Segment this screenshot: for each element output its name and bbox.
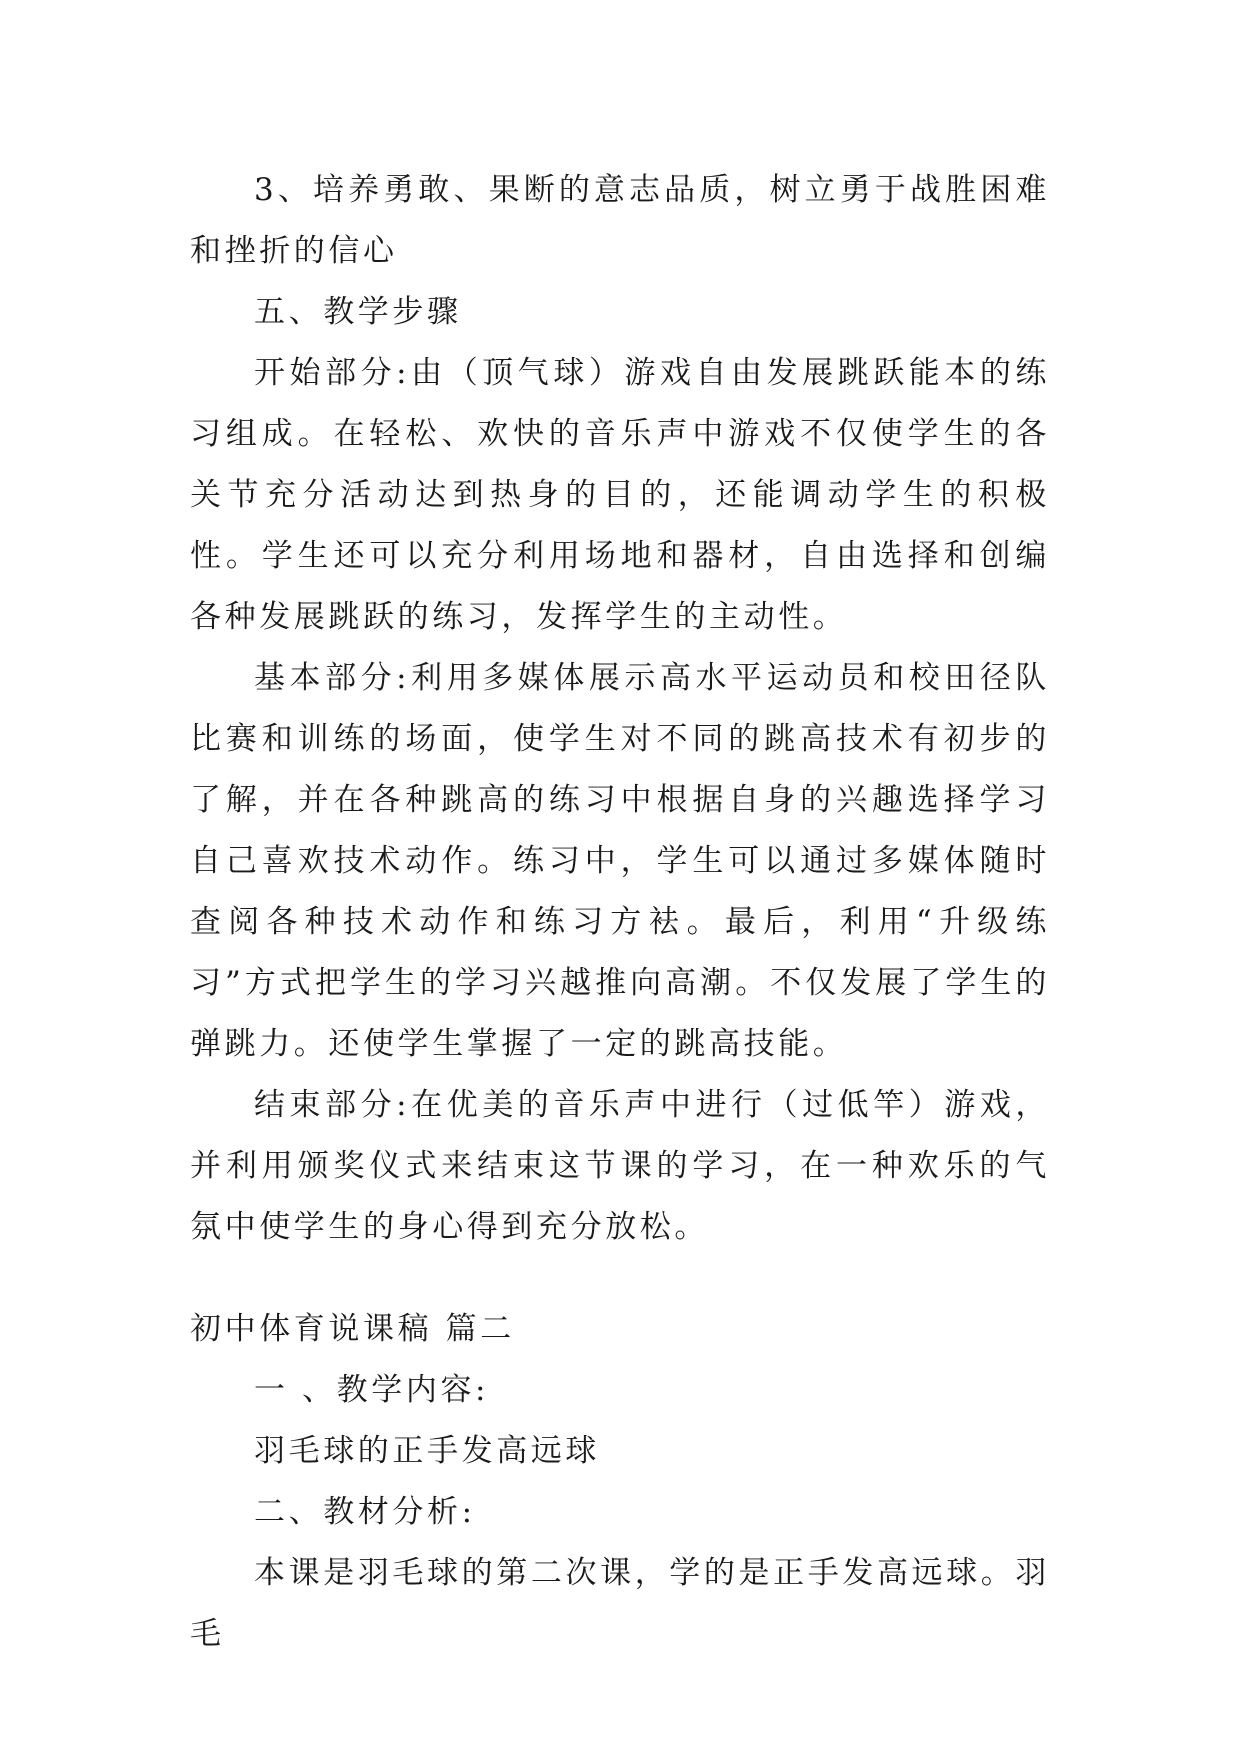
teaching-content-heading: 一 、教学内容: [254,1372,490,1408]
objective-paragraph: 3、培养勇敢、果断的意志品质，树立勇于战胜困难和挫折的信心 [190,172,1050,269]
opening-part-paragraph: 开始部分:由（顶气球）游戏自由发展跳跃能本的练习组成。在轻松、欢快的音乐声中游戏不仅使学生的各关节充分活动达到热身的目的，还能调动学生的积极性。学生还可以充分利用场地和器材，自由选择和创编各种发展跳跃的练习，发挥学生的主动性。 [190,355,1050,635]
teaching-content-text: 羽毛球的正手发高远球 [254,1433,600,1469]
basic-part-paragraph: 基本部分:利用多媒体展示高水平运动员和校田径队比赛和训练的场面，使学生对不同的跳高技术有初步的了解，并在各种跳高的练习中根据自身的兴趣选择学习自己喜欢技术动作。练习中，学生可以通过多媒体随时查阅各种技术动作和练习方袪。最后，利用“升级练习”方式把学生的学习兴越推向高潮。不仅发展了学生的弹跳力。还使学生掌握了一定的跳高技能。 [190,660,1050,1062]
document-page [190,160,1050,1665]
material-analysis-heading: 二、教材分析: [254,1494,476,1530]
material-analysis-paragraph: 本课是羽毛球的第二次课，学的是正手发高远球。羽毛 [190,1555,1050,1652]
teaching-steps-heading: 五、教学步骤 [254,294,462,330]
section-title: 初中体育说课稿 篇二 [190,1311,515,1347]
ending-part-paragraph: 结束部分:在优美的音乐声中进行（过低竿）游戏，并利用颁奖仪式来结束这节课的学习，在一种欢乐的气氛中使学生的身心得到充分放松。 [190,1087,1050,1245]
